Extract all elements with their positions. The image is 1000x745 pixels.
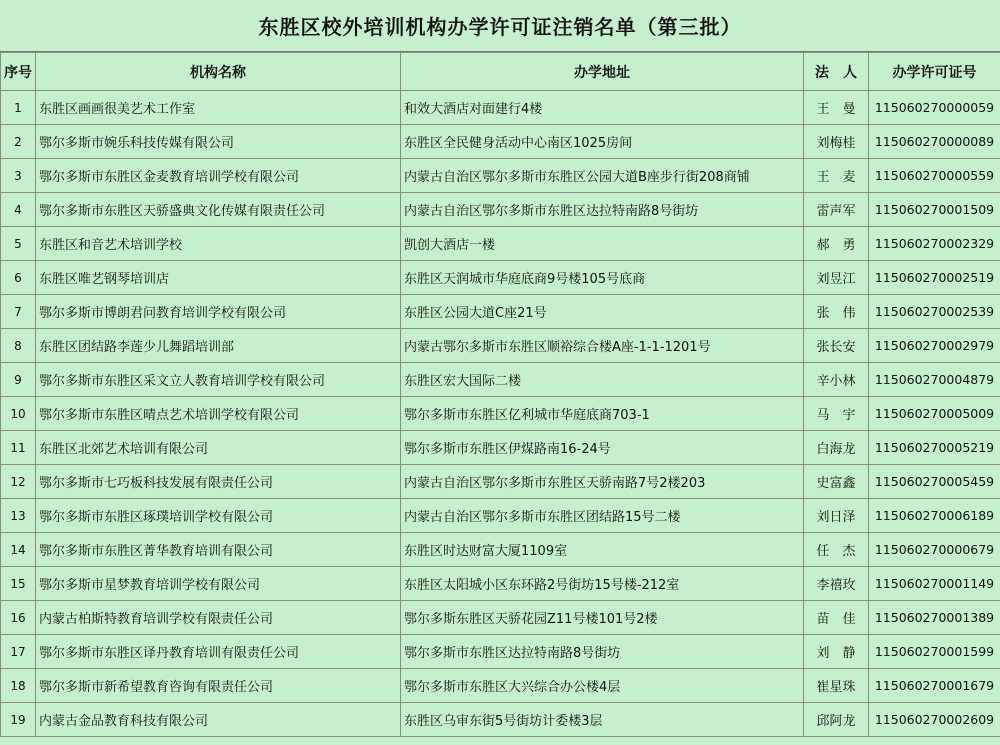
cell-representative: 崔星珠 [804, 669, 869, 703]
table-row [1, 159, 1000, 193]
header-representative: 法 人 [804, 53, 869, 91]
table-row [1, 329, 1000, 363]
cell-address: 鄂尔多斯市东胜区达拉特南路8号街坊 [401, 635, 804, 669]
cell-address: 东胜区全民健身活动中心南区1025房间 [401, 125, 804, 159]
table-row [1, 91, 1000, 125]
table-row [1, 227, 1000, 261]
cell-no: 6 [1, 261, 36, 295]
cell-no: 1 [1, 91, 36, 125]
header-name: 机构名称 [36, 53, 401, 91]
sheet-title: 东胜区校外培训机构办学许可证注销名单（第三批） [0, 0, 1000, 52]
cell-name: 鄂尔多斯市东胜区天骄盛典文化传媒有限责任公司 [36, 193, 401, 227]
cell-representative: 刘昱江 [804, 261, 869, 295]
cell-name: 鄂尔多斯市东胜区译丹教育培训有限责任公司 [36, 635, 401, 669]
cell-address: 东胜区公园大道C座21号 [401, 295, 804, 329]
cell-no: 12 [1, 465, 36, 499]
table-row [1, 125, 1000, 159]
cell-license: 115060270002329 [869, 227, 1000, 261]
cell-license: 115060270005459 [869, 465, 1000, 499]
cell-no: 5 [1, 227, 36, 261]
cell-name: 鄂尔多斯市婉乐科技传媒有限公司 [36, 125, 401, 159]
cell-address: 鄂尔多斯东胜区天骄花园Z11号楼101号2楼 [401, 601, 804, 635]
cell-address: 内蒙古自治区鄂尔多斯市东胜区团结路15号二楼 [401, 499, 804, 533]
cell-no: 3 [1, 159, 36, 193]
cell-license: 115060270000559 [869, 159, 1000, 193]
table-row [1, 567, 1000, 601]
cell-no: 19 [1, 703, 36, 737]
cell-license: 115060270005009 [869, 397, 1000, 431]
cell-address: 东胜区宏大国际二楼 [401, 363, 804, 397]
table-row [1, 669, 1000, 703]
cell-no: 7 [1, 295, 36, 329]
table-row [1, 499, 1000, 533]
cell-no: 10 [1, 397, 36, 431]
cell-representative: 刘日泽 [804, 499, 869, 533]
cell-address: 内蒙古鄂尔多斯市东胜区顺裕综合楼A座-1-1-1201号 [401, 329, 804, 363]
cell-name: 鄂尔多斯市东胜区琢璞培训学校有限公司 [36, 499, 401, 533]
cell-no: 15 [1, 567, 36, 601]
header-no: 序号 [1, 53, 36, 91]
cell-license: 115060270002979 [869, 329, 1000, 363]
cell-address: 东胜区太阳城小区东环路2号街坊15号楼-212室 [401, 567, 804, 601]
cell-license: 115060270006189 [869, 499, 1000, 533]
cell-no: 14 [1, 533, 36, 567]
cell-representative: 张 伟 [804, 295, 869, 329]
cell-address: 内蒙古自治区鄂尔多斯市东胜区公园大道B座步行街208商铺 [401, 159, 804, 193]
cell-license: 115060270002539 [869, 295, 1000, 329]
cell-no: 9 [1, 363, 36, 397]
cell-representative: 史富鑫 [804, 465, 869, 499]
cell-license: 115060270001389 [869, 601, 1000, 635]
cell-representative: 邱阿龙 [804, 703, 869, 737]
table-row [1, 431, 1000, 465]
cell-representative: 白海龙 [804, 431, 869, 465]
table-row [1, 363, 1000, 397]
cell-address: 鄂尔多斯市东胜区大兴综合办公楼4层 [401, 669, 804, 703]
cell-address: 东胜区天润城市华庭底商9号楼105号底商 [401, 261, 804, 295]
cell-address: 东胜区时达财富大厦1109室 [401, 533, 804, 567]
cell-name: 鄂尔多斯市星梦教育培训学校有限公司 [36, 567, 401, 601]
cell-representative: 雷声军 [804, 193, 869, 227]
header-row [1, 53, 1000, 91]
cell-representative: 刘梅桂 [804, 125, 869, 159]
cell-representative: 辛小林 [804, 363, 869, 397]
cell-license: 115060270002519 [869, 261, 1000, 295]
cell-representative: 王 曼 [804, 91, 869, 125]
cell-name: 鄂尔多斯市东胜区采文立人教育培训学校有限公司 [36, 363, 401, 397]
cell-address: 鄂尔多斯市东胜区伊煤路南16-24号 [401, 431, 804, 465]
cell-license: 115060270000089 [869, 125, 1000, 159]
cell-address: 内蒙古自治区鄂尔多斯市东胜区达拉特南路8号街坊 [401, 193, 804, 227]
cell-address: 鄂尔多斯市东胜区亿利城市华庭底商703-1 [401, 397, 804, 431]
cell-no: 4 [1, 193, 36, 227]
table-row [1, 601, 1000, 635]
cell-name: 东胜区团结路李莲少儿舞蹈培训部 [36, 329, 401, 363]
table-row [1, 397, 1000, 431]
cell-license: 115060270004879 [869, 363, 1000, 397]
table-row [1, 193, 1000, 227]
cell-license: 115060270001599 [869, 635, 1000, 669]
cell-representative: 李禧玫 [804, 567, 869, 601]
cell-address: 凯创大酒店一楼 [401, 227, 804, 261]
table-row [1, 261, 1000, 295]
cell-name: 鄂尔多斯市东胜区菁华教育培训有限公司 [36, 533, 401, 567]
cell-no: 18 [1, 669, 36, 703]
cell-name: 鄂尔多斯市博朗君问教育培训学校有限公司 [36, 295, 401, 329]
cell-name: 内蒙古柏斯特教育培训学校有限责任公司 [36, 601, 401, 635]
cell-name: 东胜区北郊艺术培训有限公司 [36, 431, 401, 465]
cell-name: 东胜区画画很美艺术工作室 [36, 91, 401, 125]
license-cancellation-table [0, 52, 1000, 737]
cell-representative: 王 麦 [804, 159, 869, 193]
table-body [1, 91, 1000, 737]
cell-representative: 苗 佳 [804, 601, 869, 635]
cell-name: 鄂尔多斯市东胜区金麦教育培训学校有限公司 [36, 159, 401, 193]
cell-name: 鄂尔多斯市东胜区晴点艺术培训学校有限公司 [36, 397, 401, 431]
cell-license: 115060270002609 [869, 703, 1000, 737]
cell-no: 8 [1, 329, 36, 363]
table-row [1, 703, 1000, 737]
cell-representative: 张长安 [804, 329, 869, 363]
cell-address: 东胜区乌审东街5号街坊计委楼3层 [401, 703, 804, 737]
cell-representative: 任 杰 [804, 533, 869, 567]
cell-no: 17 [1, 635, 36, 669]
cell-name: 内蒙古金品教育科技有限公司 [36, 703, 401, 737]
cell-no: 16 [1, 601, 36, 635]
table-row [1, 635, 1000, 669]
cell-license: 115060270001149 [869, 567, 1000, 601]
header-address: 办学地址 [401, 53, 804, 91]
cell-address: 和效大酒店对面建行4楼 [401, 91, 804, 125]
cell-no: 13 [1, 499, 36, 533]
header-license: 办学许可证号 [869, 53, 1000, 91]
cell-license: 115060270001679 [869, 669, 1000, 703]
table-row [1, 465, 1000, 499]
cell-license: 115060270000059 [869, 91, 1000, 125]
table-row [1, 533, 1000, 567]
table-row [1, 295, 1000, 329]
cell-address: 内蒙古自治区鄂尔多斯市东胜区天骄南路7号2楼203 [401, 465, 804, 499]
cell-no: 11 [1, 431, 36, 465]
cell-license: 115060270000679 [869, 533, 1000, 567]
cell-name: 鄂尔多斯市七巧板科技发展有限责任公司 [36, 465, 401, 499]
cell-representative: 马 宇 [804, 397, 869, 431]
cell-representative: 郝 勇 [804, 227, 869, 261]
cell-name: 东胜区唯艺钢琴培训店 [36, 261, 401, 295]
cell-name: 鄂尔多斯市新希望教育咨询有限责任公司 [36, 669, 401, 703]
cell-name: 东胜区和音艺术培训学校 [36, 227, 401, 261]
cell-representative: 刘 静 [804, 635, 869, 669]
cell-license: 115060270001509 [869, 193, 1000, 227]
cell-no: 2 [1, 125, 36, 159]
cell-license: 115060270005219 [869, 431, 1000, 465]
